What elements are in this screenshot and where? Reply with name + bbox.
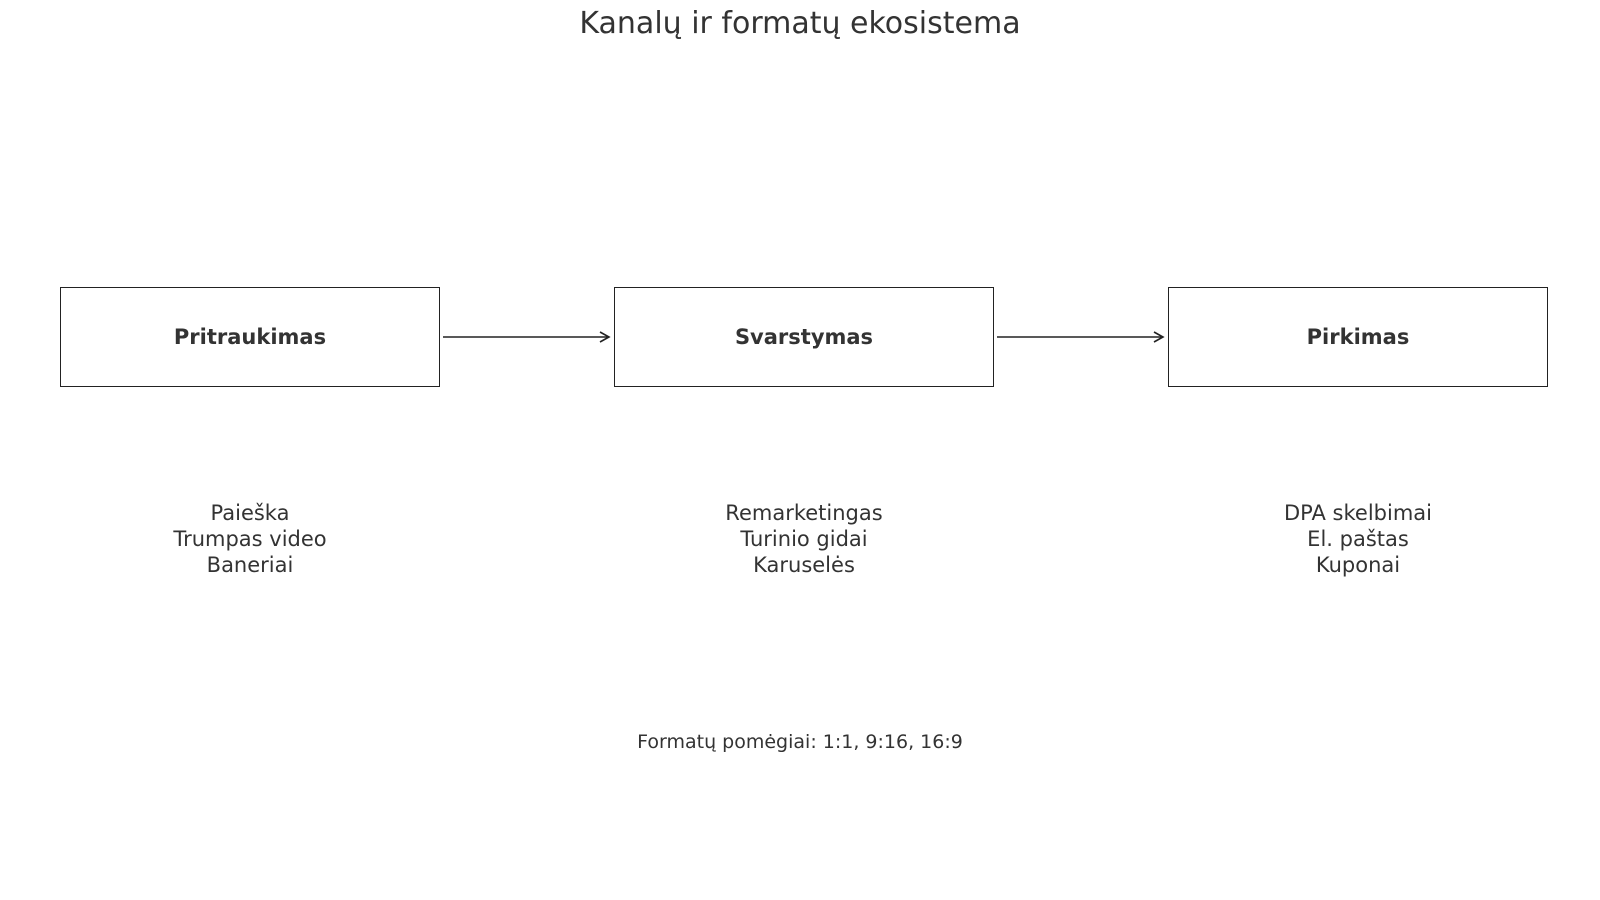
channel-item: Kuponai xyxy=(1315,553,1401,577)
channel-item: DPA skelbimai xyxy=(1284,501,1432,525)
stage-label: Pritraukimas xyxy=(173,325,327,349)
stage-label: Pirkimas xyxy=(1306,325,1410,349)
channel-item: Trumpas video xyxy=(173,527,327,551)
channel-item: Turinio gidai xyxy=(740,527,868,551)
channel-item: Paieška xyxy=(210,501,290,525)
stage-box-pritraukimas xyxy=(60,287,440,387)
channel-item: El. paštas xyxy=(1307,527,1409,551)
format-note: Formatų pomėgiai: 1:1, 9:16, 16:9 xyxy=(637,731,963,753)
channel-list-pritraukimas xyxy=(60,500,440,578)
channel-list-pirkimas xyxy=(1168,500,1548,578)
stage-label: Svarstymas xyxy=(734,325,874,349)
diagram-title: Kanalų ir formatų ekosistema xyxy=(579,6,1021,41)
stage-box-svarstymas xyxy=(614,287,994,387)
channel-item: Remarketingas xyxy=(725,501,883,525)
channel-list-svarstymas xyxy=(614,500,994,578)
stage-box-pirkimas xyxy=(1168,287,1548,387)
channel-item: Baneriai xyxy=(206,553,294,577)
channel-item: Karuselės xyxy=(753,553,855,577)
